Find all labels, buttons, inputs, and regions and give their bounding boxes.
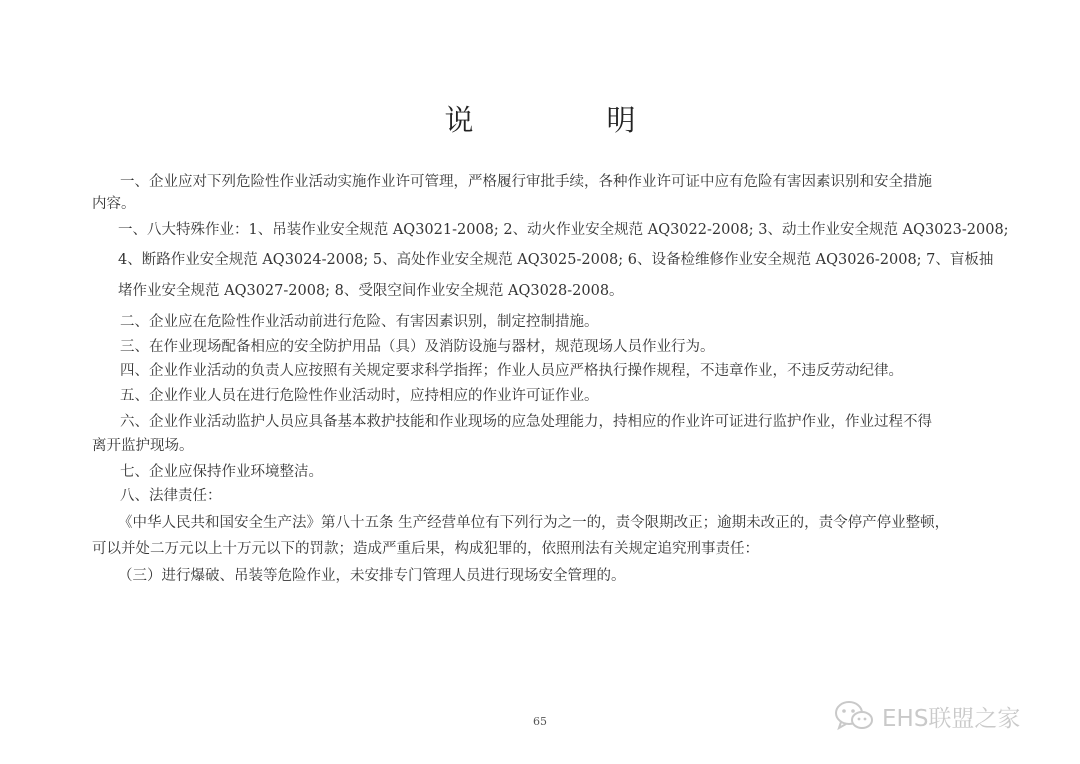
paragraph-line: 五、企业作业人员在进行危险性作业活动时，应持相应的作业许可证作业。: [120, 388, 599, 404]
paragraph-line: （三）进行爆破、吊装等危险作业，未安排专门管理人员进行现场安全管理的。: [118, 568, 626, 584]
watermark-text: EHS联盟之家: [882, 705, 1021, 732]
paragraph-line: 内容。: [92, 196, 136, 212]
paragraph-line: 一、企业应对下列危险性作业活动实施作业许可管理，严格履行审批手续，各种作业许可证中应有危险有害因素识别和安全措施: [120, 174, 932, 190]
page-number: 65: [533, 715, 547, 728]
watermark: [834, 700, 1020, 732]
paragraph-line: 可以并处二万元以上十万元以下的罚款；造成严重后果，构成犯罪的，依照刑法有关规定追究刑事责任：: [92, 541, 759, 557]
paragraph-line: 二、企业应在危险性作业活动前进行危险、有害因素识别，制定控制措施。: [120, 314, 599, 330]
paragraph-line: 七、企业应保持作业环境整洁。: [120, 464, 323, 480]
paragraph-line: 六、企业作业活动监护人员应具备基本救护技能和作业现场的应急处理能力，持相应的作业许可证进行监护作业，作业过程不得: [120, 414, 932, 430]
paragraph-line: 八、法律责任：: [120, 488, 222, 504]
page-title: 说 明: [444, 103, 688, 137]
paragraph-line: 四、企业作业活动的负责人应按照有关规定要求科学指挥；作业人员应严格执行操作规程，不违章作业，不违反劳动纪律。: [120, 363, 903, 379]
paragraph-line: 4、断路作业安全规范 AQ3024-2008; 5、高处作业安全规范 AQ3025-2008; 6、设备检维修作业安全规范 AQ3026-2008; 7、盲板抽: [118, 252, 994, 268]
paragraph-line: 《中华人民共和国安全生产法》第八十五条 生产经营单位有下列行为之一的，责令限期改正；逾期未改正的，责令停产停业整顿，: [118, 515, 950, 531]
paragraph-line: 离开监护现场。: [92, 438, 194, 454]
wechat-icon: [834, 700, 874, 732]
paragraph-line: 一、八大特殊作业：1、吊装作业安全规范 AQ3021-2008; 2、动火作业安全规范 AQ3022-2008; 3、动土作业安全规范 AQ3023-2008;: [118, 222, 1009, 238]
paragraph-line: 堵作业安全规范 AQ3027-2008; 8、受限空间作业安全规范 AQ3028-2008。: [118, 283, 624, 299]
paragraph-line: 三、在作业现场配备相应的安全防护用品（具）及消防设施与器材，规范现场人员作业行为。: [120, 339, 715, 355]
